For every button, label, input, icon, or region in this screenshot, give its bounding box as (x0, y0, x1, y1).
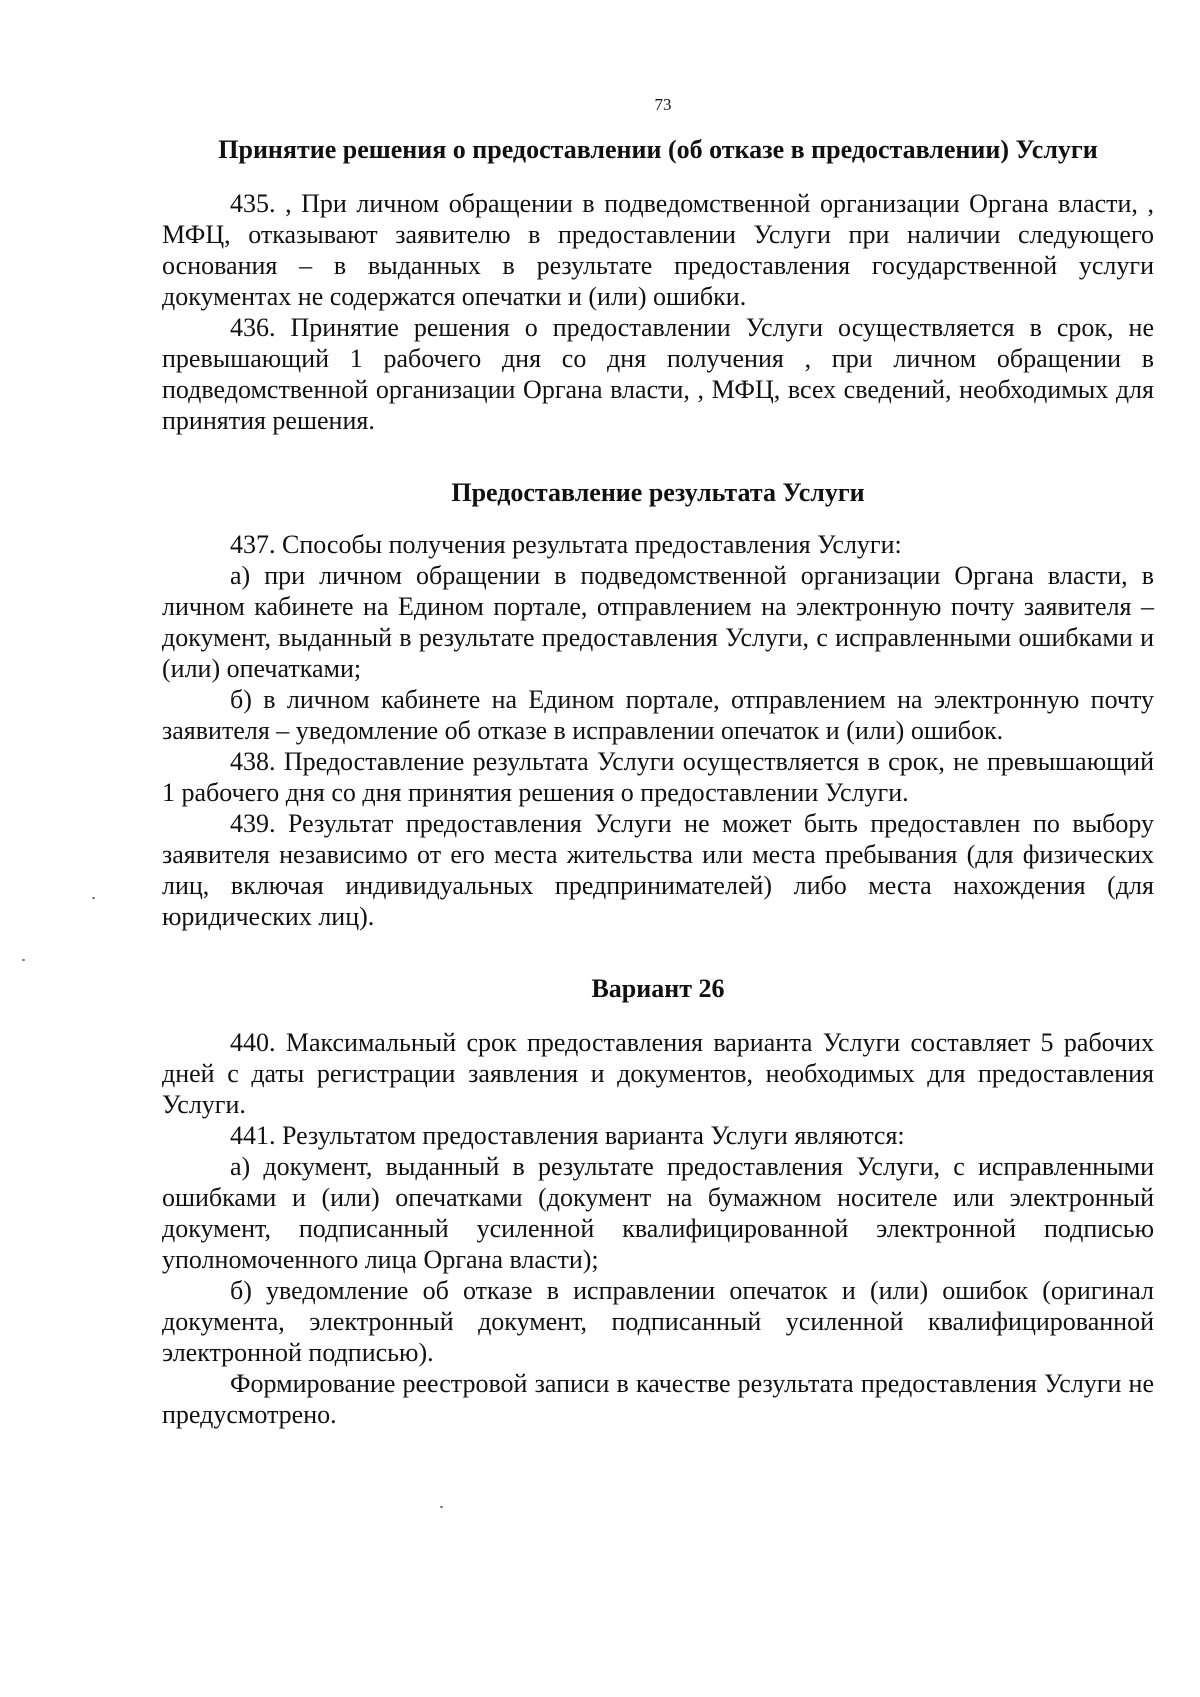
paragraph-441-b: б) уведомление об отказе в исправлении опечаток и (или) ошибок (оригинал документа, электронный документ, подписанный усиленной квалифицированной электронной подписью). (162, 1276, 1154, 1367)
scan-speck (440, 1506, 443, 1508)
page-content (162, 95, 1154, 1430)
paragraph-436: 436. Принятие решения о предоставлении Услуги осуществляется в срок, не превышающий 1 рабочего дня со дня получения , при личном обращении в подведомственной организации Органа власти, , МФЦ, всех сведений, необходимых для принятия решения. (162, 313, 1154, 435)
section-heading-result: Предоставление результата Услуги (451, 478, 865, 507)
scan-speck (92, 897, 95, 899)
paragraph-440: 440. Максимальный срок предоставления варианта Услуги составляет 5 рабочих дней с даты регистрации заявления и документов, необходимых для предоставления Услуги. (162, 1028, 1154, 1119)
paragraph-439: 439. Результат предоставления Услуги не может быть предоставлен по выбору заявителя независимо от его места жительства или места пребывания (для физических лиц, включая индивидуальных предпринимателей) либо места нахождения (для юридических лиц). (162, 809, 1154, 931)
section-heading-decision: Принятие решения о предоставлении (об отказе в предоставлении) Услуги (218, 135, 1098, 164)
section-heading-variant: Вариант 26 (591, 974, 725, 1003)
scan-speck (22, 959, 25, 961)
paragraph-441-a: а) документ, выданный в результате предоставления Услуги, с исправленными ошибками и (или) опечатками (документ на бумажном носителе или электронный документ, подписанный усиленной квалифицированной электронной подписью уполномоченного лица Органа власти); (162, 1152, 1154, 1274)
paragraph-437-a: а) при личном обращении в подведомственной организации Органа власти, в личном кабинете на Едином портале, отправлением на электронную почту заявителя – документ, выданный в результате предоставления Услуги, с исправленными ошибками и (или) опечатками; (162, 561, 1154, 683)
paragraph-435: 435. , При личном обращении в подведомственной организации Органа власти, , МФЦ, отказывают заявителю в предоставлении Услуги при наличии следующего основания – в выданных в результате предоставления государственной услуги документах не содержатся опечатки и (или) ошибки. (162, 189, 1154, 311)
paragraph-437: 437. Способы получения результата предоставления Услуги: (230, 530, 902, 559)
paragraph-441: 441. Результатом предоставления варианта Услуги являются: (230, 1121, 905, 1150)
page-number: 73 (654, 95, 672, 114)
paragraph-registry: Формирование реестровой записи в качестве результата предоставления Услуги не предусмотрено. (162, 1369, 1154, 1429)
paragraph-437-b: б) в личном кабинете на Едином портале, отправлением на электронную почту заявителя – уведомление об отказе в исправлении опечаток и (или) ошибок. (162, 685, 1154, 745)
paragraph-438: 438. Предоставление результата Услуги осуществляется в срок, не превышающий 1 рабочего дня со дня принятия решения о предоставлении Услуги. (162, 747, 1154, 807)
